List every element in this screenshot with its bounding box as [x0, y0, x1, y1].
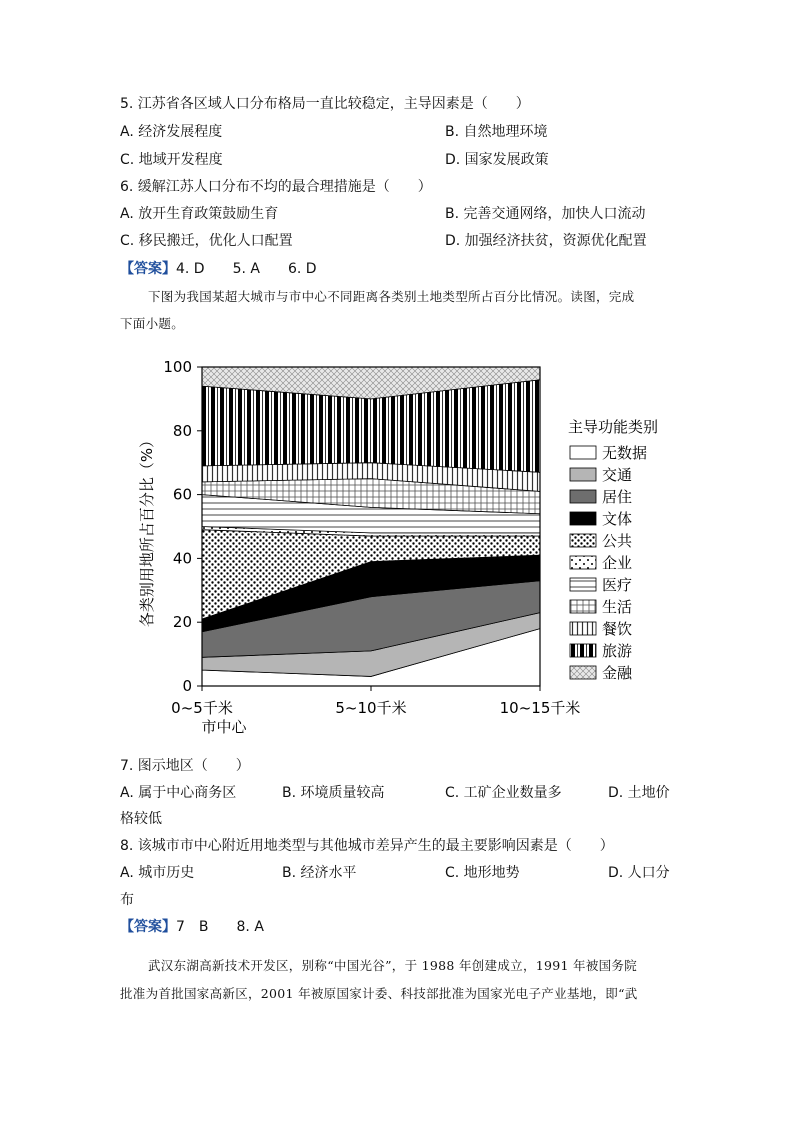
q5-option-a[interactable]: A. 经济发展程度	[120, 124, 223, 140]
q6-option-b[interactable]: B. 完善交通网络，加快人口流动	[445, 206, 646, 222]
q7-option-d-continued: 格较低	[120, 811, 162, 827]
q5-option-d[interactable]: D. 国家发展政策	[445, 152, 549, 168]
q8-stem: 8. 该城市市中心附近用地类型与其他城市差异产生的最主要影响因素是（ ）	[120, 838, 614, 854]
legend-swatch	[570, 644, 596, 657]
land-use-area-chart	[130, 350, 690, 750]
q6-option-d[interactable]: D. 加强经济扶贫，资源优化配置	[445, 233, 647, 249]
intro-line-2: 下面小题。	[120, 316, 185, 331]
q7-stem: 7. 图示地区（ ）	[120, 758, 250, 774]
legend-label: 交通	[602, 466, 633, 484]
legend-swatch	[570, 600, 596, 613]
passage-line-1: 武汉东湖高新技术开发区，别称“中国光谷”，于 1988 年创建成立，1991 年被国务院	[148, 958, 638, 973]
legend-label: 居住	[602, 488, 633, 506]
q7-option-d[interactable]: D. 土地价	[608, 785, 670, 801]
legend-swatch	[570, 666, 596, 679]
legend-label: 公共	[602, 532, 633, 550]
legend-swatch	[570, 490, 596, 503]
legend-swatch	[570, 622, 596, 635]
passage-line-2: 批准为首批国家高新区，2001 年被原国家计委、科技部批准为国家光电子产业基地，即“武	[120, 986, 638, 1001]
answer-tag: 【答案】	[120, 919, 176, 935]
y-axis-label: 各类别用地所占百分比（%）	[138, 432, 156, 628]
q8-option-c[interactable]: C. 地形地势	[445, 865, 520, 881]
answer-block-2	[120, 917, 264, 937]
q8-option-a[interactable]: A. 城市历史	[120, 865, 195, 881]
y-tick-label: 0	[182, 677, 192, 695]
legend-label: 金融	[602, 664, 633, 682]
legend-swatch	[570, 534, 596, 547]
q5-option-c[interactable]: C. 地域开发程度	[120, 152, 223, 168]
legend-swatch	[570, 556, 596, 569]
y-tick-label: 60	[172, 485, 192, 504]
legend-label: 文体	[602, 510, 633, 528]
legend-label: 企业	[602, 554, 633, 572]
q8-option-d-continued: 布	[120, 892, 134, 908]
y-tick-label: 100	[163, 358, 192, 376]
q8-option-b[interactable]: B. 经济水平	[282, 865, 357, 881]
q5-option-b[interactable]: B. 自然地理环境	[445, 124, 548, 140]
x-sublabel: 市中心	[201, 718, 247, 736]
q6-option-c[interactable]: C. 移民搬迁，优化人口配置	[120, 233, 293, 249]
legend-label: 餐饮	[602, 620, 633, 638]
legend-swatch	[570, 578, 596, 591]
legend-label: 医疗	[602, 576, 633, 594]
x-tick-label: 5~10千米	[335, 699, 407, 717]
legend-label: 无数据	[602, 444, 648, 462]
answer-text: 7 B 8. A	[176, 919, 264, 935]
y-tick-label: 80	[172, 421, 192, 440]
legend-swatch	[570, 468, 596, 481]
q7-option-c[interactable]: C. 工矿企业数量多	[445, 785, 562, 801]
q5-stem: 5. 江苏省各区域人口分布格局一直比较稳定，主导因素是（ ）	[120, 96, 530, 112]
q8-option-d[interactable]: D. 人口分	[608, 865, 670, 881]
y-tick-label: 40	[172, 549, 192, 568]
q7-option-a[interactable]: A. 属于中心商务区	[120, 785, 237, 801]
legend-title: 主导功能类别	[568, 418, 659, 436]
y-tick-label: 20	[172, 613, 192, 632]
legend-label: 旅游	[602, 642, 633, 660]
intro-line-1: 下图为我国某超大城市与市中心不同距离各类别土地类型所占百分比情况。读图，完成	[148, 289, 635, 304]
answer-block-1	[120, 259, 317, 279]
q7-option-b[interactable]: B. 环境质量较高	[282, 785, 385, 801]
x-tick-label: 0~5千米	[171, 699, 233, 717]
q6-stem: 6. 缓解江苏人口分布不均的最合理措施是（ ）	[120, 179, 432, 195]
q6-option-a[interactable]: A. 放开生育政策鼓励生育	[120, 206, 279, 222]
answer-tag: 【答案】	[120, 261, 176, 277]
legend-swatch	[570, 512, 596, 525]
answer-text: 4. D 5. A 6. D	[176, 261, 317, 277]
x-tick-label: 10~15千米	[499, 699, 581, 717]
legend-label: 生活	[602, 598, 633, 616]
legend-swatch	[570, 446, 596, 459]
